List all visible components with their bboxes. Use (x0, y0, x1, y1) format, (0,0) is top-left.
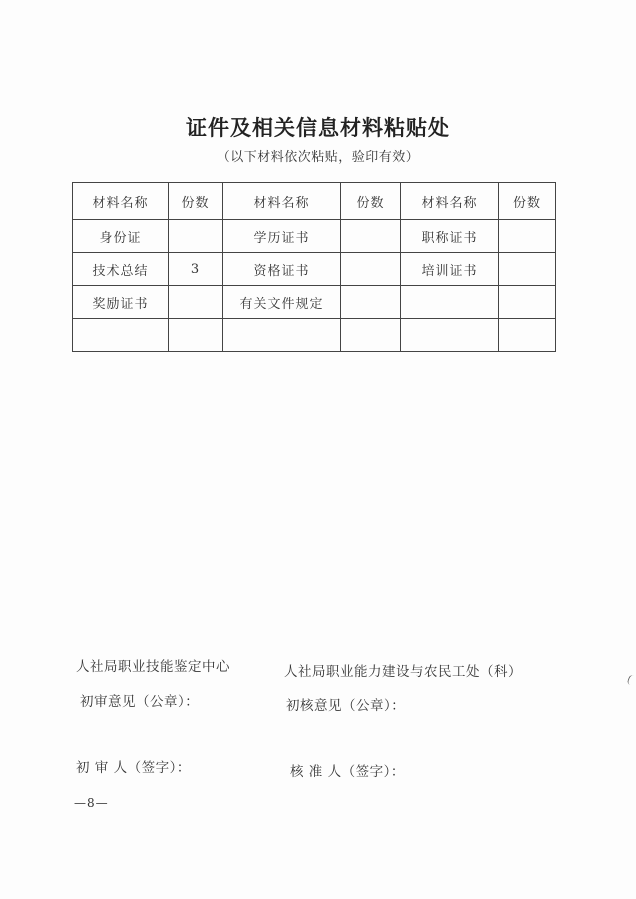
table-cell: 技术总结 (73, 253, 169, 286)
table-cell: 学历证书 (223, 220, 341, 253)
table-cell (499, 286, 556, 319)
table-cell (401, 319, 499, 352)
table-cell (499, 253, 556, 286)
table-cell (169, 319, 223, 352)
header-cell: 材料名称 (73, 183, 169, 220)
table-cell (169, 286, 223, 319)
approver-signature: 核 准 人（签字）： (290, 764, 405, 780)
table-header-row (73, 183, 556, 220)
table-cell (169, 220, 223, 253)
initial-check-opinion: 初核意见（公章）： (286, 698, 406, 714)
header-cell: 材料名称 (223, 183, 341, 220)
table-cell: 3 (169, 253, 223, 286)
header-cell: 份数 (499, 183, 556, 220)
table-cell (341, 253, 401, 286)
table-cell (223, 319, 341, 352)
header-cell: 份数 (169, 183, 223, 220)
table-cell: 培训证书 (401, 253, 499, 286)
initial-reviewer-signature: 初 审 人（签字）： (76, 760, 191, 776)
table-cell: 身份证 (73, 220, 169, 253)
table-cell (499, 220, 556, 253)
page-subtitle: （以下材料依次粘贴，验印有效） (216, 150, 420, 165)
table-cell (341, 286, 401, 319)
page-title: 证件及相关信息材料粘贴处 (186, 115, 450, 140)
table-cell: 职称证书 (401, 220, 499, 253)
page-number: —8— (74, 796, 109, 810)
table-cell: 有关文件规定 (223, 286, 341, 319)
header-cell: 份数 (341, 183, 401, 220)
table-cell (499, 319, 556, 352)
table-cell: 资格证书 (223, 253, 341, 286)
table-cell (73, 319, 169, 352)
materials-table (72, 182, 556, 352)
table-cell (341, 220, 401, 253)
header-cell: 材料名称 (401, 183, 499, 220)
table-cell (401, 286, 499, 319)
table-row (73, 286, 556, 319)
right-org-name: 人社局职业能力建设与农民工处（科） (284, 664, 522, 680)
table-row (73, 319, 556, 352)
left-org-name: 人社局职业技能鉴定中心 (76, 659, 230, 675)
table-row (73, 220, 556, 253)
table-cell (341, 319, 401, 352)
initial-review-opinion: 初审意见（公章）： (80, 694, 200, 710)
table-cell: 奖励证书 (73, 286, 169, 319)
table-row (73, 253, 556, 286)
scan-edge-mark (626, 674, 635, 685)
